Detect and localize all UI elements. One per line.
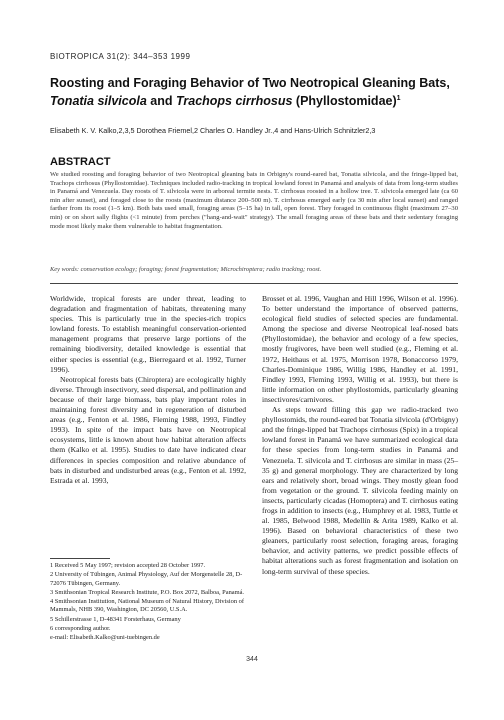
- footnote-divider: [50, 558, 110, 559]
- footnote: 3 Smithsonian Tropical Research Institute, P.O. Box 2072, Balboa, Panamá.: [50, 588, 245, 596]
- title-family: (Phyllostomidae): [292, 94, 397, 109]
- author-list: Elisabeth K. V. Kalko,2,3,5 Dorothea Friemel,2 Charles O. Handley Jr.,4 and Hans-Ulrich Schnitzler2,3: [50, 126, 376, 135]
- title-species2: Trachops cirrhosus: [175, 94, 293, 109]
- page-number: 344: [246, 656, 258, 663]
- footnote: 2 University of Tübingen, Animal Physiology, Auf der Morgenstelle 28, D-72076 Tübingen, Germany.: [50, 571, 243, 587]
- title-line1: Roosting and Foraging Behavior of Two Neotropical Gleaning Bats,: [50, 76, 450, 90]
- journal-header: BIOTROPICA 31(2): 344–353 1999: [50, 52, 191, 61]
- footnote: 6 corresponding author.: [50, 625, 111, 633]
- footnote: e-mail: Elisabeth.Kalko@uni-tuebingen.de: [50, 634, 160, 642]
- section-divider: [50, 283, 458, 284]
- body-column-right: [262, 294, 458, 577]
- footnote: 1 Received 5 May 1997; revision accepted 28 October 1997.: [50, 562, 206, 569]
- body-paragraph: Brosset et al. 1996, Vaughan and Hill 1996, Wilson et al. 1996). To better understand the importance of observed patterns, ecological field studies of selected species are fundamental. Among the speciose and diverse Neotropical leaf-nosed bats (Phyllostomidae), the behavior and ecology of a few species, mostly frugivores, have been well studied (e.g., Fleming et al. 1972, Heithaus et al. 1975, Morrison 1978, Bonaccorso 1979, Charles-Dominique 1986, Willig 1986, Handley et al. 1991, Findley 1993, Fleming 1993, Willig et al. 1993), but there is little information on other phyllostomids, particularly gleaning insectivores/carnivores.: [262, 294, 458, 404]
- abstract-heading: ABSTRACT: [50, 156, 111, 168]
- footnote: 4 Smithsonian Institution, National Museum of Natural History, Division of Mammals, NHB 390, Washington, DC 20560, U.S.A.: [50, 598, 244, 614]
- title-and: and: [146, 94, 176, 109]
- body-paragraph: Neotropical forests bats (Chiroptera) are ecologically highly diverse. Through insectivory, seed dispersal, and pollination and because of their large biomass, bats play important roles in maintaining forest diversity and in regeneration of disturbed areas (e.g., Fenton et al. 1986, Fleming 1988, 1993, Findley 1993). In spite of the impact bats have on Neotropical ecosystems, little is known about how habitat alteration affects them (Kalko et al. 1995). Studies to date have indicated clear differences in species composition and relative abundance of bats in disturbed and undisturbed areas (e.g., Fenton et al. 1992, Estrada et al. 1993,: [50, 374, 246, 485]
- body-paragraph: Worldwide, tropical forests are under threat, leading to degradation and fragmentation of habitats, threatening many species. This is particularly true in the species-rich tropics lowland forests. To establish meaningful conservation-oriented management programs that preserve large portions of the remaining biodiversity, detailed knowledge is essential that either species is essential (e.g., Bierregaard et al. 1992, Turner 1996).: [50, 294, 246, 374]
- footnotes: [50, 562, 246, 644]
- article-title: [50, 76, 470, 109]
- title-footnote-mark: 1: [396, 95, 401, 102]
- abstract-text: We studied roosting and foraging behavior of two Neotropical gleaning bats in Orbigny's round-eared bat, Tonatia silvicola, and the fringe-lipped bat, Trachops cirrhosus (Phyllostomidae). Techniques included radio-tracking in tropical lowland forest in Panamá and analysis of data from long-term studies in Panamá and Venezuela. Day roosts of T. silvicola were in arboreal termite nests. T. cirrhosus roosted in a hollow tree. T. silvicola emerged late (ca 60 min after sunset), and foraged close to the roosts (maximum distance 200–500 m). T. cirrhosus emerged early (ca 30 min after local sunset) and ranged farther from its roost (1–5 km). Both bats used small, foraging areas (5–15 ha) in tall, open forest. They foraged in continuous flight (maximum 27–30 min) or on short sally flights (<1 minute) from perches ("hang-and-wait" strategy). The small foraging areas of these bats and their sedentary foraging mode most likely make them vulnerable to habitat fragmentation.: [50, 171, 458, 230]
- body-paragraph: As steps toward filling this gap we radio-tracked two phyllostomids, the round-eared bat Tonatia silvicola (d'Orbigny) and the fringe-lipped bat Trachops cirrhosus (Spix) in a tropical lowland forest in Panamá we have summarized ecological data for these species from long-term studies in Panamá and Venezuela. T. silvicola and T. cirrhosus are similar in mass (25–35 g) and general morphology. They are characterized by long ears and relatively short, broad wings. They mostly glean food from vegetation or the ground. T. silvicola feeding mainly on insects, particularly cicadas (Homoptera) and T. cirrhosus eating frogs in addition to insects (e.g., Humphrey et al. 1983, Tuttle et al. 1985, Belwood 1988, Medellín & Arita 1989, Kalko et al. 1996). Based on behavioral characteristics of these two gleaners, particularly roost selection, foraging areas, foraging behavior, and activity patterns, we predict possible effects of habitat alterations such as forest fragmentation and isolation on long-term survival of these species.: [262, 405, 458, 576]
- body-column-left: [50, 294, 246, 486]
- title-species1: Tonatia silvicola: [50, 94, 147, 109]
- footnote: 5 Schillerstrasse 1, D-48341 Forsterhaus, Germany: [50, 615, 181, 623]
- keywords: Key words: conservation ecology; foraging; forest fragmentation; Microchiroptera; radio tracking; roost.: [50, 266, 322, 273]
